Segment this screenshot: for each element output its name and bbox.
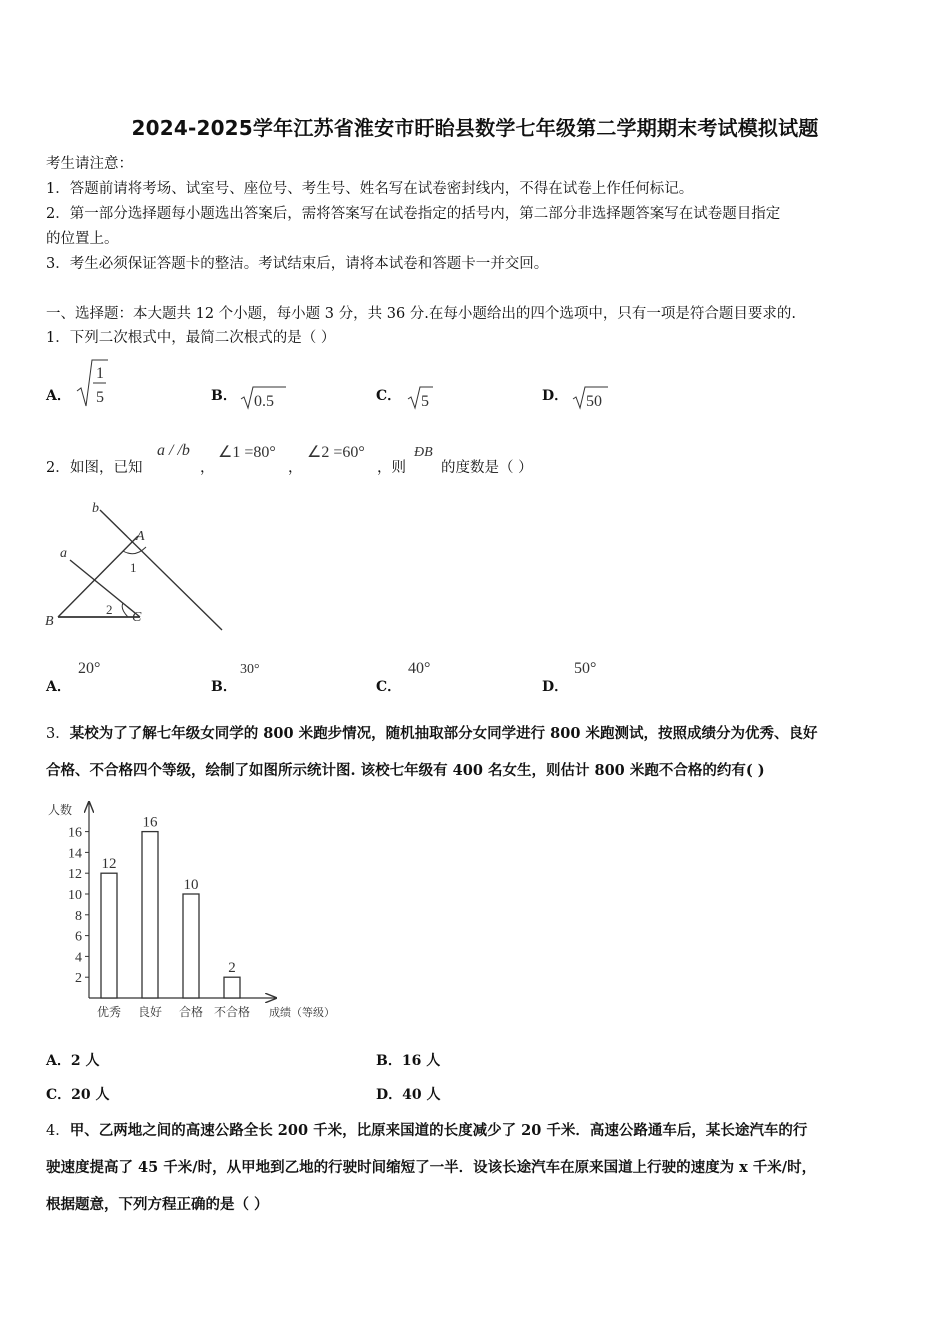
q2-math-parallel: a / /b: [157, 442, 190, 459]
q1-option-a-radical: [74, 356, 114, 412]
q4-line-2: 驶速度提高了 45 千米/时，从甲地到乙地的行驶时间缩短了一半．设该长途汽车在原来国道上行驶的速度为 x 千米/时，: [46, 1159, 817, 1176]
notice-item-1: 1．答题前请将考场、试室号、座位号、考生号、姓名写在试卷密封线内，不得在试卷上作任何标记。: [46, 181, 694, 197]
y-tick-label-14: 14: [68, 846, 82, 862]
q2-sep-2: ，: [288, 460, 303, 476]
q3-number: 3．: [46, 726, 70, 742]
q1-option-c-radical: [407, 384, 437, 412]
bar-不合格: [224, 977, 240, 998]
label-2: 2: [106, 602, 113, 617]
notice-item-2: 2．第一部分选择题每小题选出答案后，需将答案写在试卷指定的括号内，第二部分非选择题答案写在试卷题目指定: [46, 206, 781, 222]
x-category-label-优秀: 优秀: [96, 1005, 122, 1019]
q1-option-d-radical: [572, 384, 612, 412]
y-tick-label-2: 2: [75, 971, 82, 987]
q3-option-d-label: D．: [376, 1087, 403, 1103]
q3-text-1: 某校为了了解七年级女同学的 800 米跑步情况，随机抽取部分女同学进行 800 米跑测试，按照成绩分为优秀、良好: [69, 725, 818, 742]
q2-text-b: ，则: [377, 460, 406, 476]
q1-c-radicand: 5: [421, 393, 429, 410]
q1-b-radicand: 0.5: [254, 393, 274, 410]
q3-option-b-label: B．: [376, 1053, 402, 1069]
bar-良好: [142, 832, 158, 998]
q3-option-c-label: C．: [46, 1087, 72, 1103]
label-b: b: [92, 501, 99, 516]
y-tick-label-8: 8: [75, 908, 82, 924]
q2-math-angle2: ∠2 =60°: [307, 444, 365, 461]
q1-text: 下列二次根式中，最简二次根式的是（ ）: [69, 330, 336, 346]
x-category-label-良好: 良好: [137, 1005, 163, 1019]
q1-option-b-label: B．: [211, 388, 237, 404]
q3-bar-chart: [40, 798, 350, 1030]
q1-d-radicand: 50: [586, 393, 602, 410]
q3-option-a-label: A．: [46, 1053, 71, 1069]
label-C: C: [132, 610, 142, 625]
q2-text-c: 的度数是（ ）: [441, 460, 533, 476]
bar-value-label-良好: 16: [142, 814, 158, 831]
y-axis-label: 人数: [48, 803, 73, 817]
x-category-label-不合格: 不合格: [213, 1005, 251, 1019]
label-1: 1: [130, 560, 137, 575]
q3-option-c-text: 20 人: [71, 1087, 110, 1103]
q2-option-c-value: 40°: [408, 660, 431, 677]
notice-heading: 考生请注意：: [46, 156, 133, 172]
label-a: a: [60, 546, 67, 561]
q4-line-3: 根据题意，下列方程正确的是（ ）: [46, 1196, 269, 1213]
q2-option-a-value: 20°: [78, 660, 101, 677]
bar-value-label-合格: 10: [183, 877, 199, 893]
q3-option-b: [376, 1050, 440, 1070]
q3-option-d-text: 40 人: [402, 1087, 441, 1103]
q2-sep-1: ，: [200, 460, 215, 476]
q3-option-a: [46, 1050, 100, 1070]
y-tick-label-6: 6: [75, 929, 82, 945]
section-heading: 一、选择题：本大题共 12 个小题，每小题 3 分，共 36 分.在每小题给出的四个选项中，只有一项是符合题目要求的.: [46, 306, 796, 322]
q2-geometry-figure: [40, 495, 240, 640]
label-B: B: [45, 614, 54, 629]
bar-合格: [183, 894, 199, 998]
x-axis-label: 成绩（等级）: [269, 1007, 335, 1019]
q2-option-b-value: 30°: [240, 662, 260, 677]
notice-item-3: 3．考生必须保证答题卡的整洁。考试结束后，请将本试卷和答题卡一并交回。: [46, 256, 549, 272]
q1-option-d-label: D．: [542, 388, 569, 404]
q2-math-angle1: ∠1 =80°: [218, 444, 276, 461]
q3-line-2: 合格、不合格四个等级，绘制了如图所示统计图. 该校七年级有 400 名女生，则估计 800 米跑不合格的约有( ): [46, 762, 765, 779]
line-b: [100, 510, 222, 630]
q1-option-a-label: A．: [46, 388, 71, 404]
q1-option-b-radical: [240, 384, 290, 412]
q1-a-numerator: 1: [96, 365, 104, 382]
q1-stem: [46, 326, 335, 347]
bar-value-label-优秀: 12: [101, 856, 117, 873]
q2-option-c-label: C．: [376, 679, 402, 695]
q1-a-denominator: 5: [96, 389, 104, 406]
q3-line-1: [46, 722, 817, 743]
y-tick-label-16: 16: [68, 825, 82, 841]
y-tick-label-12: 12: [68, 867, 82, 883]
bar-value-label-不合格: 2: [228, 960, 236, 977]
q3-option-a-text: 2 人: [70, 1053, 100, 1069]
label-A: A: [136, 529, 145, 544]
bar-优秀: [101, 873, 117, 998]
q2-option-d-label: D．: [542, 679, 569, 695]
q1-number: 1．: [46, 330, 70, 346]
q4-text-1: 甲、乙两地之间的高速公路全长 200 千米，比原来国道的长度减少了 20 千米．高速公路通车后，某长途汽车的行: [69, 1122, 808, 1139]
q2-text-a: 如图，已知: [70, 460, 143, 476]
notice-item-2-cont: 的位置上。: [46, 231, 119, 247]
y-tick-label-4: 4: [75, 950, 82, 966]
q3-option-d: [376, 1084, 441, 1104]
q2-number: 2．: [46, 460, 70, 476]
page-title: 2024-2025学年江苏省淮安市盱眙县数学七年级第二学期期末考试模拟试题: [131, 116, 819, 140]
q2-math-angle-b: ÐB: [414, 445, 433, 460]
q3-option-b-text: 16 人: [401, 1053, 441, 1069]
q4-number: 4．: [46, 1123, 70, 1139]
q3-option-c: [46, 1084, 110, 1104]
q2-option-d-value: 50°: [574, 660, 597, 677]
y-tick-label-10: 10: [68, 888, 82, 903]
x-category-label-合格: 合格: [178, 1005, 204, 1019]
q4-line-1: [46, 1119, 807, 1140]
q1-option-c-label: C．: [376, 388, 402, 404]
q2-option-b-label: B．: [211, 679, 237, 695]
q2-option-a-label: A．: [46, 679, 71, 695]
